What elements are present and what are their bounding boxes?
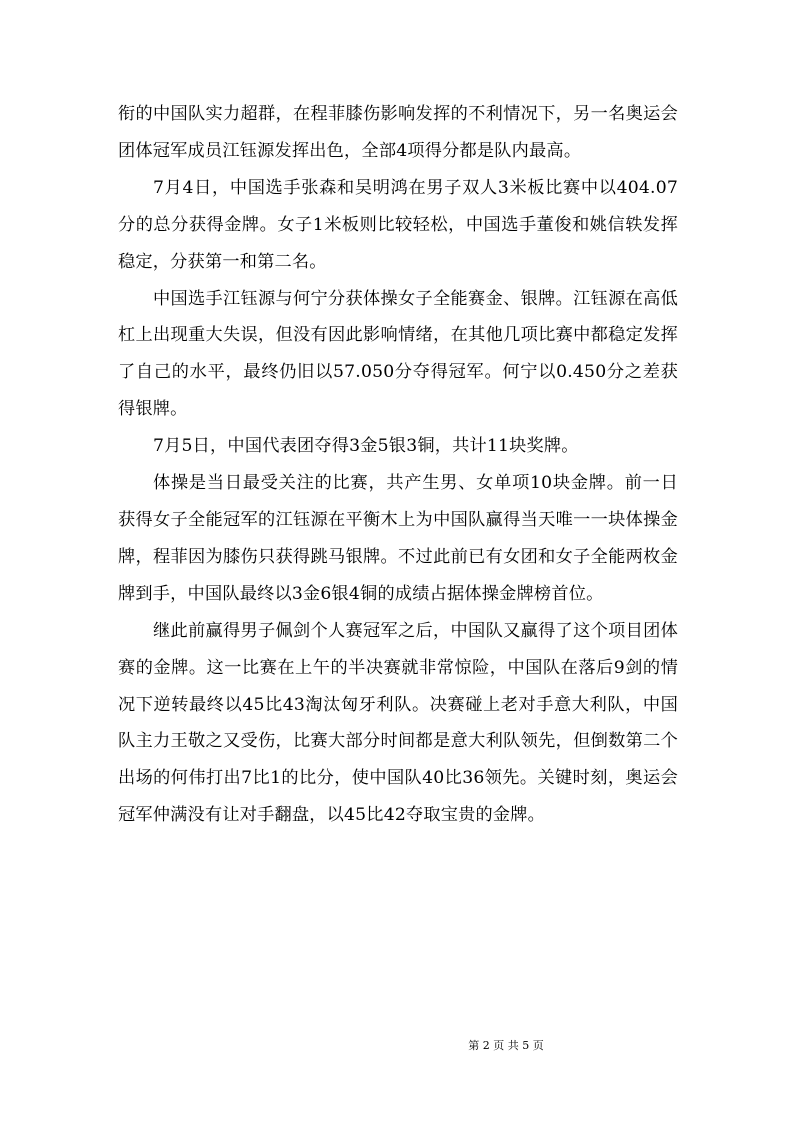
paragraph-july-5-summary: 7月5日，中国代表团夺得3金5银3铜，共计11块奖牌。 [153,436,579,457]
paragraph-sabre-team: 继此前赢得男子佩剑个人赛冠军之后，中国队又赢得了这个项目团体赛的金牌。这一比赛在上午的半决赛就非常惊险，中国队在落后9剑的情况下逆转最终以45比43淘汰匈牙利队。决赛碰上老对手意大利队，中国队主力王敬之又受伤，比赛大部分时间都是意大利队领先，但倒数第二个出场的何伟打出7比1的比分，使中国队40比36领先。关键时刻，奥运会冠军仲满没有让对手翻盘，以45比42夺取宝贵的金牌。 [118,620,678,826]
paragraph-gymnastics-finals: 体操是当日最受关注的比赛，共产生男、女单项10块金牌。前一日获得女子全能冠军的江钰源在平衡木上为中国队赢得当天唯一一块体操金牌，程菲因为膝伤只获得跳马银牌。不过此前已有女团和女子全能两枚金牌到手，中国队最终以3金6银4铜的成绩占据体操金牌榜首位。 [118,473,678,604]
paragraph-continued: 衔的中国队实力超群，在程菲膝伤影响发挥的不利情况下，另一名奥运会团体冠军成员江钰源发挥出色，全部4项得分都是队内最高。 [118,104,678,161]
paragraph-july-4-diving: 7月4日，中国选手张森和吴明鸿在男子双人3米板比赛中以404.07分的总分获得金牌。女子1米板则比较轻松，中国选手董俊和姚信轶发挥稳定，分获第一和第二名。 [118,177,678,272]
paragraph-gymnastics-all-around: 中国选手江钰源与何宁分获体操女子全能赛金、银牌。江钰源在高低杠上出现重大失误，但没有因此影响情绪，在其他几项比赛中都稳定发挥了自己的水平，最终仍旧以57.050分夺得冠军。何宁以0.450分之差获得银牌。 [118,288,678,420]
document-body [118,96,678,834]
page-footer: 第 2 页 共 5 页 [468,1039,544,1052]
